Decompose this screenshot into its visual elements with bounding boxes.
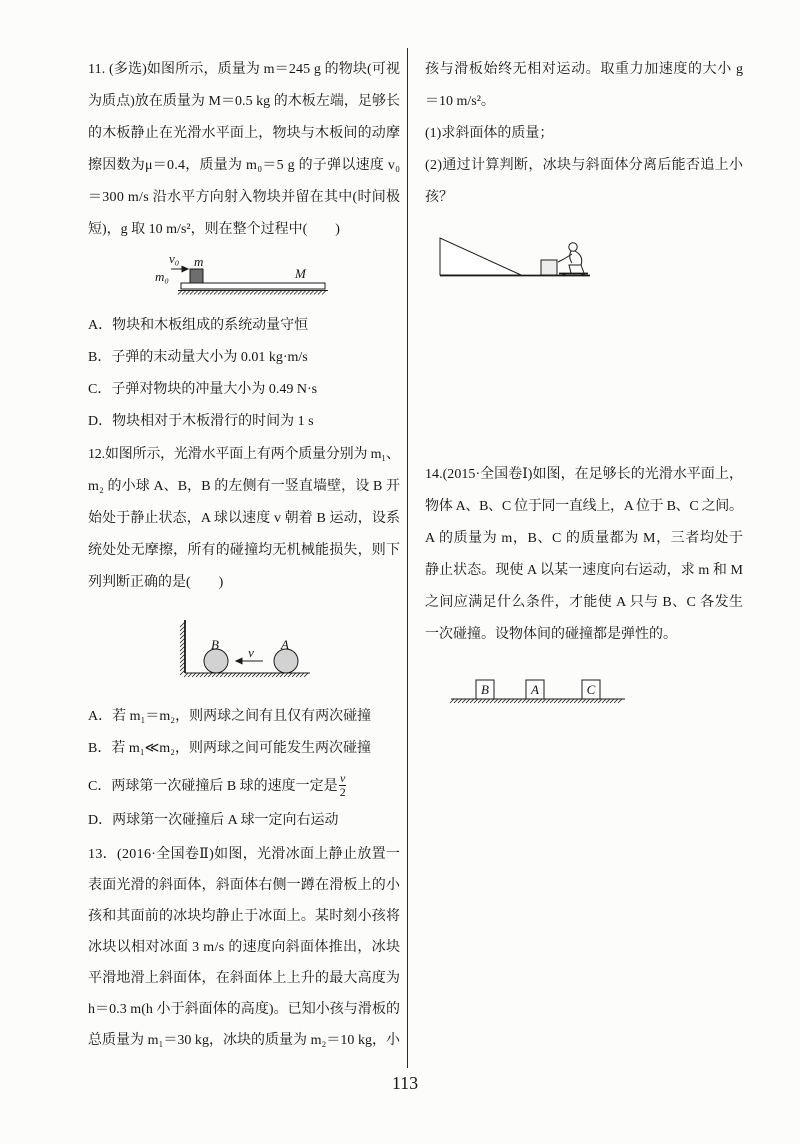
q11-stem-line: 短)，g 取 10 m/s²，则在整个过程中( ) bbox=[88, 222, 340, 237]
q14-figure bbox=[445, 672, 630, 708]
skateboard-wheel bbox=[563, 273, 565, 275]
child-on-skateboard bbox=[558, 243, 588, 276]
ball-b bbox=[204, 649, 228, 673]
bullet-mass-label: m₀ bbox=[155, 269, 169, 284]
q11-option-a: A．物块和木板组成的系统动量守恒 bbox=[88, 318, 309, 333]
q12-options bbox=[88, 701, 400, 837]
q13-sub-question-2: 孩？ bbox=[425, 190, 453, 205]
q11-stem-line: 擦因数为μ＝0.4，质量为 m₀＝5 g 的子弹以速度 v₀ bbox=[88, 158, 401, 173]
velocity-label: v₀ bbox=[169, 251, 180, 266]
q14-stem-line: 静止状态。现使 A 以某一速度向右运动，求 m 和 M bbox=[425, 563, 744, 578]
block-label: m bbox=[194, 254, 204, 269]
q12-stem-line: 12.如图所示，光滑水平面上有两个质量分别为 m₁、 bbox=[88, 447, 400, 462]
q14-stem bbox=[425, 459, 743, 651]
fraction-denominator: 2 bbox=[339, 784, 346, 799]
fraction bbox=[339, 772, 347, 799]
q11-stem-line: 11. (多选)如图所示，质量为 m＝245 g 的物块(可视 bbox=[88, 62, 401, 77]
q12-figure bbox=[175, 612, 315, 684]
q13-sub-question-2: (2)通过计算判断，冰块与斜面体分离后能否追上小 bbox=[425, 158, 744, 173]
block-a-label: A bbox=[531, 682, 539, 697]
q12-option-d: D．两球第一次碰撞后 A 球一定向右运动 bbox=[88, 813, 339, 828]
q12-stem bbox=[88, 439, 400, 599]
q12-option-c bbox=[88, 765, 400, 805]
q12-option-c-text: C．两球第一次碰撞后 B 球的速度一定是 bbox=[88, 779, 338, 794]
velocity-label: v bbox=[248, 645, 254, 660]
q12-option-a: A．若 m₁＝m₂，则两球之间有且仅有两次碰撞 bbox=[88, 709, 372, 724]
ball-a-label: A bbox=[281, 637, 289, 652]
ball-a bbox=[274, 649, 298, 673]
q14-stem-line: A 的质量为 m，B、C 的质量都为 M，三者均处于 bbox=[425, 531, 744, 546]
board bbox=[181, 283, 325, 289]
page-number: 113 bbox=[391, 1073, 419, 1093]
ground-hatching bbox=[184, 673, 308, 677]
q13-stem-line: 孩和其面前的冰块均静止于冰面上。某时刻小孩将 bbox=[88, 909, 401, 924]
q11-figure bbox=[150, 248, 330, 300]
child-chest bbox=[570, 251, 572, 263]
q13-stem-line: 13．(2016·全国卷Ⅱ)如图，光滑冰面上静止放置一 bbox=[88, 847, 401, 862]
ground-hatching bbox=[450, 699, 622, 703]
q14-stem-line: 物体 A、B、C 位于同一直线上，A 位于 B、C 之间。 bbox=[425, 499, 743, 514]
arrow-head bbox=[182, 266, 188, 271]
q12-stem-line: 统处处无摩擦，所有的碰撞均无机械能损失，则下 bbox=[88, 543, 401, 558]
q11-stem-line: 为质点)放在质量为 M＝0.5 kg 的木板左端，足够长 bbox=[88, 94, 401, 109]
child-back bbox=[575, 251, 582, 265]
q14-stem-line: 14.(2015·全国卷Ⅰ)如图，在足够长的光滑水平面上， bbox=[425, 467, 744, 482]
q13-stem-line: ＝10 m/s²。 bbox=[425, 94, 495, 109]
q11-stem-line: ＝300 m/s 沿水平方向射入物块并留在其中(时间极 bbox=[88, 190, 401, 205]
q13-stem-line: h＝0.3 m(h 小于斜面体的高度)。已知小孩与滑板的 bbox=[88, 1002, 401, 1017]
arrow-head bbox=[236, 658, 242, 663]
block-m bbox=[190, 269, 203, 283]
q11-options bbox=[88, 310, 400, 438]
q12-stem-line: 始处于静止状态，A 球以速度 v 朝着 B 运动，设系 bbox=[88, 511, 401, 526]
velocity-arrow bbox=[171, 266, 188, 271]
child-legs bbox=[569, 265, 584, 273]
q11-option-d: D．物块相对于木板滑行的时间为 1 s bbox=[88, 414, 314, 429]
q13-stem-right bbox=[425, 54, 743, 118]
q12-option-b: B．若 m₁≪m₂，则两球之间可能发生两次碰撞 bbox=[88, 741, 372, 756]
ball-b-label: B bbox=[211, 637, 219, 652]
q13-sub-questions bbox=[425, 118, 743, 214]
board-label: M bbox=[295, 266, 306, 281]
skateboard-wheel bbox=[582, 273, 584, 275]
column-divider bbox=[407, 48, 408, 1068]
q12-stem-line: m₂ 的小球 A、B，B 的左侧有一竖直墙壁，设 B 开 bbox=[88, 479, 401, 494]
q14-stem-line: 一次碰撞。设物体间的碰撞都是弹性的。 bbox=[425, 627, 677, 642]
q13-stem-line: 总质量为 m₁＝30 kg，冰块的质量为 m₂＝10 kg，小 bbox=[88, 1033, 401, 1048]
q14-stem-line: 之间应满足什么条件，才能使 A 只与 B、C 各发生 bbox=[425, 595, 744, 610]
child-head bbox=[569, 243, 577, 251]
block-b-label: B bbox=[481, 682, 489, 697]
ice-block bbox=[541, 260, 557, 275]
q13-stem-line: 冰块以相对冰面 3 m/s 的速度向斜面体推出，冰块 bbox=[88, 940, 401, 955]
inclined-wedge bbox=[440, 238, 521, 275]
q13-stem-line: 平滑地滑上斜面体，在斜面体上上升的最大高度为 bbox=[88, 971, 401, 986]
fraction-numerator: v bbox=[340, 770, 346, 785]
q11-option-b: B．子弹的末动量大小为 0.01 kg·m/s bbox=[88, 350, 308, 365]
block-c-label: C bbox=[586, 682, 596, 697]
q11-stem bbox=[88, 54, 400, 246]
q13-stem-line: 孩与滑板始终无相对运动。取重力加速度的大小 g bbox=[425, 62, 744, 77]
q12-stem-line: 列判断正确的是( ) bbox=[88, 575, 224, 590]
q13-stem-line: 表面光滑的斜面体，斜面体右侧一蹲在滑板上的小 bbox=[88, 878, 401, 893]
q11-option-c: C．子弹对物块的冲量大小为 0.49 N·s bbox=[88, 382, 318, 397]
q13-figure bbox=[435, 230, 595, 282]
q11-stem-line: 的木板静止在光滑水平面上，物块与木板间的动摩 bbox=[88, 126, 401, 141]
q13-sub-question-1: (1)求斜面体的质量； bbox=[425, 126, 554, 141]
ground-hatching bbox=[178, 291, 326, 295]
q13-stem-left bbox=[88, 839, 400, 1056]
